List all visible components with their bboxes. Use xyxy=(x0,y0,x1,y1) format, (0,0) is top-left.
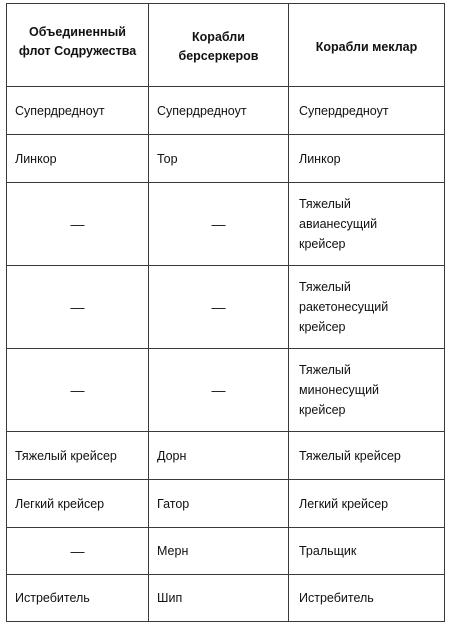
table-cell: Супердредноут xyxy=(7,87,149,135)
table-cell: Легкий крейсер xyxy=(7,480,149,528)
header-berserker-ships: Корабли берсеркеров xyxy=(149,4,289,87)
table-header xyxy=(7,4,445,87)
fleet-comparison-table xyxy=(6,3,445,622)
table-row xyxy=(7,135,445,183)
table-cell: Тяжелый минонесущий крейсер xyxy=(289,349,445,432)
table-cell: Шип xyxy=(149,575,289,622)
table-row xyxy=(7,480,445,528)
table-cell: Тяжелый авианесущий крейсер xyxy=(289,183,445,266)
table-cell: — xyxy=(149,349,289,432)
table-cell: Тяжелый крейсер xyxy=(7,432,149,480)
table-cell: Линкор xyxy=(7,135,149,183)
table-cell: Линкор xyxy=(289,135,445,183)
table-cell: Тральщик xyxy=(289,528,445,575)
table-cell: — xyxy=(7,349,149,432)
table-row xyxy=(7,87,445,135)
table-cell: Дорн xyxy=(149,432,289,480)
table-row xyxy=(7,528,445,575)
table-cell: — xyxy=(7,528,149,575)
table-cell: Истребитель xyxy=(7,575,149,622)
table-row xyxy=(7,349,445,432)
table-cell: Мерн xyxy=(149,528,289,575)
table-cell: — xyxy=(149,266,289,349)
table-cell: — xyxy=(7,183,149,266)
table-cell: Тяжелый крейсер xyxy=(289,432,445,480)
table-body xyxy=(7,87,445,622)
table-cell: — xyxy=(7,266,149,349)
table-cell: Тяжелый ракетонесущий крейсер xyxy=(289,266,445,349)
header-meklar-ships: Корабли меклар xyxy=(289,4,445,87)
header-row xyxy=(7,4,445,87)
table-cell: Супердредноут xyxy=(289,87,445,135)
table-cell: Легкий крейсер xyxy=(289,480,445,528)
table-cell: — xyxy=(149,183,289,266)
table-cell: Супердредноут xyxy=(149,87,289,135)
table-row xyxy=(7,183,445,266)
table-row xyxy=(7,266,445,349)
table-row xyxy=(7,432,445,480)
table-cell: Тор xyxy=(149,135,289,183)
table-cell: Гатор xyxy=(149,480,289,528)
header-commonwealth-fleet: Объединенный флот Содружества xyxy=(7,4,149,87)
table-row xyxy=(7,575,445,622)
table-cell: Истребитель xyxy=(289,575,445,622)
